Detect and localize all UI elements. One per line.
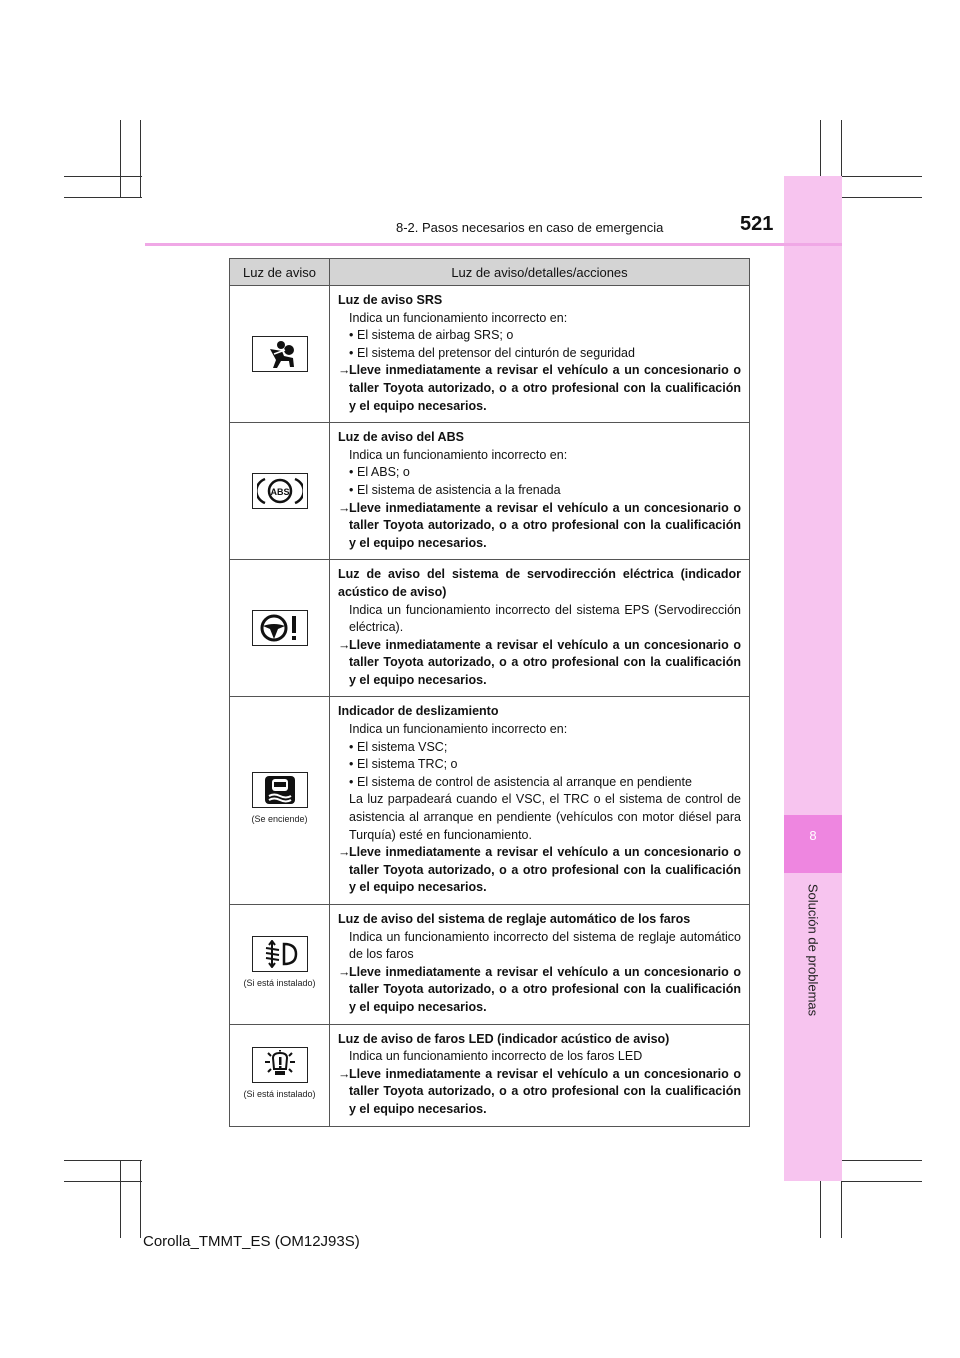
- headlight-leveling-warning-icon: [252, 936, 308, 972]
- warning-bullet: • El sistema de asistencia a la frenada: [338, 482, 741, 500]
- crop-mark: [120, 1160, 121, 1238]
- action-text: Lleve inmediatamente a revisar el vehículo a un concesionario o taller Toyota autorizado, o a otro profesional con la cualificación y el equipo necesarios.: [349, 637, 741, 687]
- warning-light-cell: [230, 423, 330, 560]
- svg-text:ABS: ABS: [269, 487, 290, 498]
- warning-details-cell: [330, 560, 750, 697]
- warning-details-cell: [330, 286, 750, 423]
- table-row: [230, 697, 750, 905]
- warning-title: Indicador de deslizamiento: [338, 704, 499, 719]
- warning-light-cell: [230, 905, 330, 1025]
- warning-description: Indica un funcionamiento incorrecto en:: [349, 447, 568, 462]
- table-row: [230, 560, 750, 697]
- crop-mark: [64, 176, 142, 177]
- warning-description: Indica un funcionamiento incorrecto del sistema EPS (Servodirección eléctrica).: [349, 602, 741, 635]
- warning-title: Luz de aviso SRS: [338, 293, 443, 307]
- crop-mark: [64, 197, 142, 198]
- arrow-right-icon: →: [338, 637, 351, 652]
- warning-action: [338, 964, 741, 1017]
- warning-extra-info: La luz parpadeará cuando el VSC, el TRC o el sistema de control de asistencia al arranque en pendiente (vehículos con motor diésel para Turquía) esté en funcionamiento.: [349, 792, 741, 842]
- warning-bullet: • El sistema de control de asistencia al arranque en pendiente: [338, 774, 741, 792]
- warning-title: Luz de aviso del sistema de reglaje automático de los faros: [338, 912, 691, 926]
- warning-lights-table: [229, 258, 750, 1127]
- warning-description: Indica un funcionamiento incorrecto en:: [349, 722, 568, 737]
- chapter-side-tab: [784, 176, 842, 1181]
- warning-details-cell: [330, 423, 750, 560]
- slip-indicator-icon: [252, 772, 308, 808]
- arrow-right-icon: →: [338, 845, 351, 860]
- arrow-right-icon: →: [338, 964, 351, 979]
- page-number: 521: [740, 213, 774, 235]
- power-steering-warning-icon: [252, 610, 308, 646]
- arrow-right-icon: →: [338, 500, 351, 515]
- warning-action: [338, 1066, 741, 1119]
- warning-bullet: • El sistema TRC; o: [338, 756, 741, 774]
- warning-action: [338, 500, 741, 553]
- icon-note: (Si está instalado): [243, 1088, 316, 1099]
- led-headlight-warning-icon: [252, 1047, 308, 1083]
- warning-description: Indica un funcionamiento incorrecto del sistema de reglaje automático de los faros: [349, 929, 741, 962]
- warning-light-cell: [230, 286, 330, 423]
- column-header-details: Luz de aviso/detalles/acciones: [330, 259, 750, 286]
- table-row: [230, 423, 750, 560]
- warning-action: [338, 362, 741, 415]
- action-text: Lleve inmediatamente a revisar el vehículo a un concesionario o taller Toyota autorizado, o a otro profesional con la cualificación y el equipo necesarios.: [349, 845, 741, 895]
- action-text: Lleve inmediatamente a revisar el vehículo a un concesionario o taller Toyota autorizado, o a otro profesional con la cualificación y el equipo necesarios.: [349, 964, 741, 1014]
- arrow-right-icon: →: [338, 1066, 351, 1081]
- crop-mark: [140, 120, 141, 198]
- abs-warning-icon: [252, 473, 308, 509]
- warning-action: [338, 844, 741, 897]
- warning-title: Luz de aviso del ABS: [338, 430, 464, 445]
- section-title: 8-2. Pasos necesarios en caso de emergencia: [396, 220, 664, 235]
- crop-mark: [140, 1160, 141, 1238]
- crop-mark: [842, 1181, 922, 1182]
- warning-details-cell: [330, 697, 750, 905]
- crop-mark: [842, 176, 922, 177]
- airbag-warning-icon: [252, 336, 308, 372]
- action-text: Lleve inmediatamente a revisar el vehículo a un concesionario o taller Toyota autorizado, o a otro profesional con la cualificación y el equipo necesarios.: [349, 1066, 741, 1116]
- warning-bullet: • El sistema VSC;: [338, 739, 741, 757]
- warning-title: Luz de aviso del sistema de servodirección eléctrica (indicador acústico de aviso): [338, 567, 741, 599]
- warning-action: [338, 637, 741, 690]
- column-header-warning-light: Luz de aviso: [230, 259, 330, 286]
- warning-light-cell: [230, 697, 330, 905]
- warning-description: Indica un funcionamiento incorrecto de los faros LED: [349, 1049, 643, 1064]
- warning-details-cell: [330, 905, 750, 1025]
- crop-mark: [842, 1160, 922, 1161]
- warning-light-cell: [230, 1024, 330, 1126]
- crop-mark: [842, 197, 922, 198]
- arrow-right-icon: →: [338, 363, 351, 378]
- table-header-row: [230, 259, 750, 286]
- table-row: [230, 905, 750, 1025]
- warning-details-cell: [330, 1024, 750, 1126]
- action-text: Lleve inmediatamente a revisar el vehículo a un concesionario o taller Toyota autorizado, o a otro profesional con la cualificación y el equipo necesarios.: [349, 363, 741, 413]
- table-row: [230, 1024, 750, 1126]
- icon-note: (Si está instalado): [243, 977, 316, 988]
- crop-mark: [64, 1181, 142, 1182]
- chapter-label: Solución de problemas: [805, 883, 821, 1017]
- warning-bullet: • El ABS; o: [338, 464, 741, 482]
- icon-note: (Se enciende): [251, 814, 308, 825]
- warning-bullet: • El sistema del pretensor del cinturón de seguridad: [338, 345, 741, 363]
- warning-light-cell: [230, 560, 330, 697]
- warning-title: Luz de aviso de faros LED (indicador acústico de aviso): [338, 1031, 670, 1046]
- header-rule: [145, 243, 842, 246]
- crop-mark: [120, 120, 121, 198]
- crop-mark: [64, 1160, 142, 1161]
- warning-description: Indica un funcionamiento incorrecto en:: [349, 310, 568, 325]
- table-row: [230, 286, 750, 423]
- footer-model-code: Corolla_TMMT_ES (OM12J93S): [143, 1233, 360, 1250]
- action-text: Lleve inmediatamente a revisar el vehículo a un concesionario o taller Toyota autorizado, o a otro profesional con la cualificación y el equipo necesarios.: [349, 500, 741, 550]
- chapter-number: 8: [809, 828, 817, 843]
- chapter-number-tab: [784, 815, 842, 873]
- warning-bullet: • El sistema de airbag SRS; o: [338, 327, 741, 345]
